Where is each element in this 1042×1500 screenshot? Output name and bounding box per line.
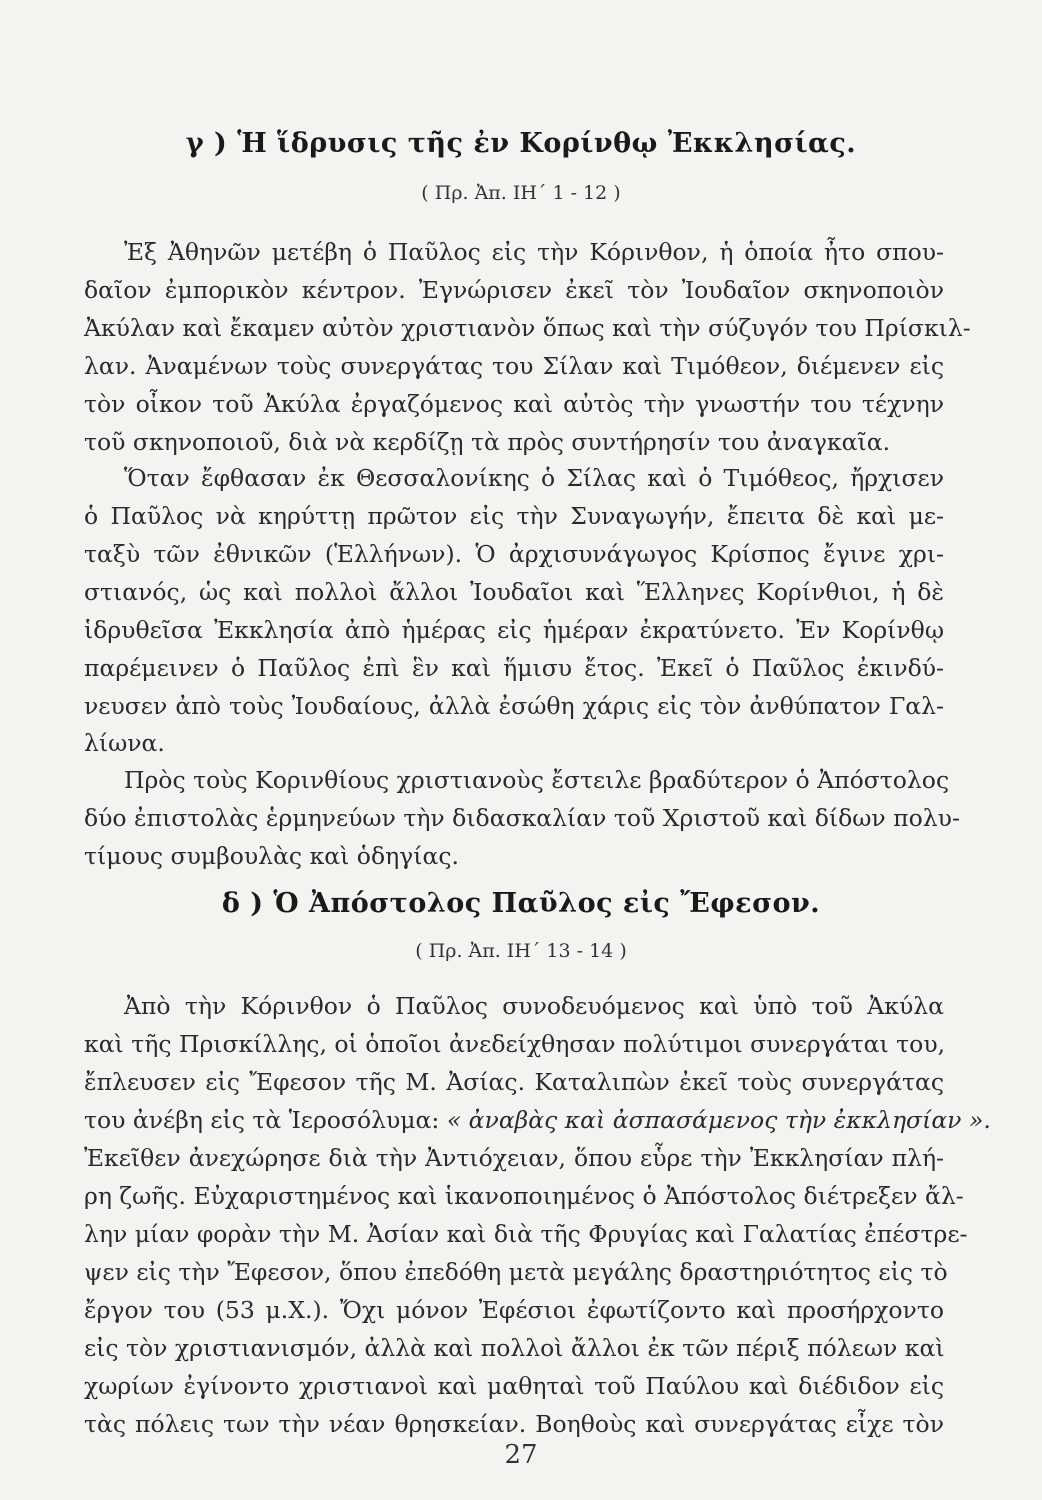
paragraph-line: τὸν οἶκον τοῦ Ἀκύλα ἐργαζόμενος καὶ αὐτὸς τὴν γνωστήν του τέχνην xyxy=(84,390,944,418)
paragraph-line: ἔργον του (53 μ.Χ.). Ὄχι μόνον Ἐφέσιοι ἐφωτίζοντο καὶ προσήρχοντο xyxy=(84,1296,944,1324)
paragraph-line: ἱδρυθεῖσα Ἐκκλησία ἀπὸ ἡμέρας εἰς ἡμέραν ἐκρατύνετο. Ἐν Κορίνθῳ xyxy=(84,616,944,644)
paragraph-line: λην μίαν φορὰν τὴν Μ. Ἀσίαν καὶ διὰ τῆς Φρυγίας καὶ Γαλατίας ἐπέστρε- xyxy=(84,1220,968,1248)
paragraph-line: παρέμεινεν ὁ Παῦλος ἐπὶ ἓν καὶ ἥμισυ ἔτος. Ἐκεῖ ὁ Παῦλος ἐκινδύ- xyxy=(84,654,944,682)
paragraph-line: τὰς πόλεις των τὴν νέαν θρησκείαν. Βοηθοὺς καὶ συνεργάτας εἶχε τὸν xyxy=(84,1410,944,1438)
paragraph-line: ἔπλευσεν εἰς Ἔφεσον τῆς Μ. Ἀσίας. Καταλιπὼν ἐκεῖ τοὺς συνεργάτας xyxy=(84,1068,944,1096)
section-heading-corinth: γ ) Ἡ ἵδρυσις τῆς ἐν Κορίνθῳ Ἐκκλησίας. xyxy=(185,128,857,159)
paragraph-line: δαῖον ἐμπορικὸν κέντρον. Ἐγνώρισεν ἐκεῖ τὸν Ἰουδαῖον σκηνοποιὸν xyxy=(84,276,944,304)
scripture-reference-ephesus: ( Πρ. Ἀπ. ΙΗ΄ 13 - 14 ) xyxy=(415,940,627,962)
paragraph-line: ρη ζωῆς. Εὐχαριστημένος καὶ ἱκανοποιημένος ὁ Ἀπόστολος διέτρεξεν ἄλ- xyxy=(84,1182,964,1210)
paragraph-line: Ὅταν ἔφθασαν ἐκ Θεσσαλονίκης ὁ Σίλας καὶ ὁ Τιμόθεος, ἤρχισεν xyxy=(124,464,944,492)
paragraph-line: ψεν εἰς τὴν Ἔφεσον, ὅπου ἐπεδόθη μετὰ μεγάλης δραστηριότητος εἰς τὸ xyxy=(84,1258,948,1286)
paragraph-line: ὁ Παῦλος νὰ κηρύττῃ πρῶτον εἰς τὴν Συναγωγήν, ἔπειτα δὲ καὶ με- xyxy=(84,502,944,530)
paragraph-line: τοῦ σκηνοποιοῦ, διὰ νὰ κερδίζῃ τὰ πρὸς συντήρησίν του ἀναγκαῖα. xyxy=(84,428,891,456)
paragraph-line: Πρὸς τοὺς Κορινθίους χριστιανοὺς ἔστειλε βραδύτερον ὁ Ἀπόστολος xyxy=(124,766,950,794)
paragraph-line: Ἀπὸ τὴν Κόρινθον ὁ Παῦλος συνοδευόμενος καὶ ὑπὸ τοῦ Ἀκύλα xyxy=(124,992,944,1020)
paragraph-line: χωρίων ἐγίνοντο χριστιανοὶ καὶ μαθηταὶ τοῦ Παύλου καὶ διέδιδον εἰς xyxy=(84,1372,944,1400)
paragraph-line: λαν. Ἀναμένων τοὺς συνεργάτας του Σίλαν καὶ Τιμόθεον, διέμενεν εἰς xyxy=(84,352,944,380)
paragraph-line: εἰς τὸν χριστιανισμόν, ἀλλὰ καὶ πολλοὶ ἄλλοι ἐκ τῶν πέριξ πόλεων καὶ xyxy=(84,1334,945,1362)
paragraph-line xyxy=(84,1104,991,1136)
paragraph-line: Ἐκεῖθεν ἀνεχώρησε διὰ τὴν Ἀντιόχειαν, ὅπου εὗρε τὴν Ἐκκλησίαν πλή- xyxy=(84,1144,944,1172)
paragraph-line: τίμους συμβουλὰς καὶ ὁδηγίας. xyxy=(84,842,459,870)
paragraph-line: νευσεν ἀπὸ τοὺς Ἰουδαίους, ἀλλὰ ἐσώθη χάρις εἰς τὸν ἀνθύπατον Γαλ- xyxy=(84,692,944,720)
paragraph-line: στιανός, ὡς καὶ πολλοὶ ἄλλοι Ἰουδαῖοι καὶ Ἕλληνες Κορίνθιοι, ἡ δὲ xyxy=(84,578,944,606)
paragraph-line: δύο ἐπιστολὰς ἑρμηνεύων τὴν διδασκαλίαν τοῦ Χριστοῦ καὶ δίδων πολυ- xyxy=(84,804,960,832)
page-number: 27 xyxy=(504,1440,538,1470)
paragraph-line: καὶ τῆς Πρισκίλλης, οἱ ὁποῖοι ἀνεδείχθησαν πολύτιμοι συνεργάται του, xyxy=(84,1030,946,1058)
scripture-reference-corinth: ( Πρ. Ἀπ. ΙΗ΄ 1 - 12 ) xyxy=(421,182,621,204)
paragraph-line: Ἀκύλαν καὶ ἔκαμεν αὐτὸν χριστιανὸν ὅπως καὶ τὴν σύζυγόν του Πρίσκιλ- xyxy=(84,314,971,342)
paragraph-line: ταξὺ τῶν ἐθνικῶν (Ἑλλήνων). Ὁ ἀρχισυνάγωγος Κρίσπος ἔγινε χρι- xyxy=(84,540,944,568)
paragraph-line: λίωνα. xyxy=(84,729,165,757)
line-text: του ἀνέβη εἰς τὰ Ἱεροσόλυμα: xyxy=(84,1106,447,1134)
paragraph-line: Ἐξ Ἀθηνῶν μετέβη ὁ Παῦλος εἰς τὴν Κόρινθον, ἡ ὁποία ἦτο σπου- xyxy=(124,238,944,266)
section-heading-ephesus: δ ) Ὁ Ἀπόστολος Παῦλος εἰς Ἔφεσον. xyxy=(221,888,821,919)
scripture-quote: « ἀναβὰς καὶ ἀσπασάμενος τὴν ἐκκλησίαν ». xyxy=(446,1106,991,1134)
